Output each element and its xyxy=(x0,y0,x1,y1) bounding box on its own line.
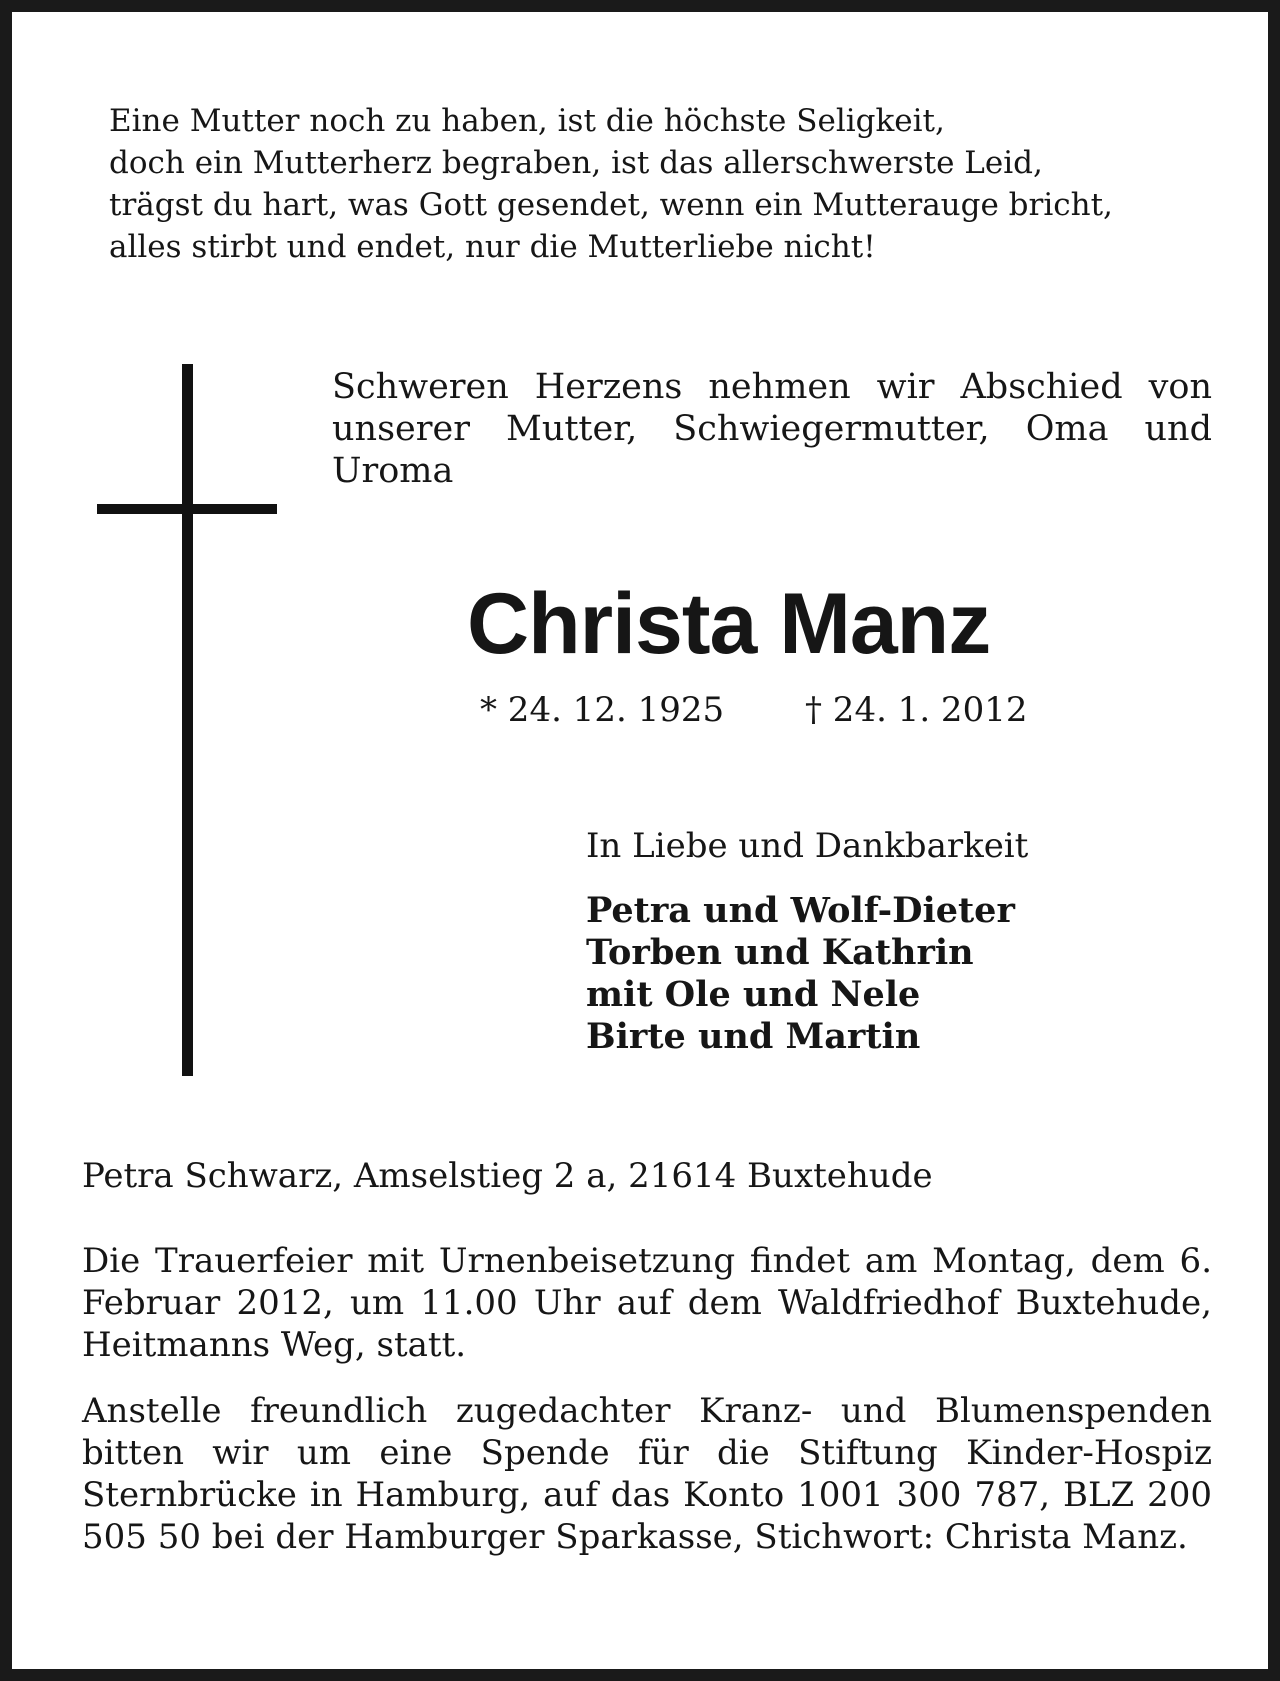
memorial-poem xyxy=(109,100,1113,268)
cross-icon xyxy=(182,364,193,1076)
mourners-heading: In Liebe und Dankbarkeit xyxy=(586,826,1029,866)
poem-line: trägst du hart, was Gott gesendet, wenn ein Mutterauge bricht, xyxy=(109,187,1113,223)
mourner-name: Birte und Martin xyxy=(586,1016,921,1057)
cross-icon-bar xyxy=(97,504,277,514)
ceremony-info: Die Trauerfeier mit Urnenbeisetzung findet am Montag, dem 6. Februar 2012, um 11.00 Uhr auf dem Waldfriedhof Buxtehude, Heitmanns Weg, statt. xyxy=(82,1241,1212,1365)
poem-line: doch ein Mutterherz begraben, ist das allerschwerste Leid, xyxy=(109,145,1043,181)
contact-address: Petra Schwarz, Amselstieg 2 a, 21614 Buxtehude xyxy=(82,1156,933,1196)
birth-date: * 24. 12. 1925 xyxy=(480,690,725,730)
poem-line: alles stirbt und endet, nur die Mutterliebe nicht! xyxy=(109,229,876,265)
donation-request: Anstelle freundlich zugedachter Kranz- und Blumenspenden bitten wir um eine Spende für die Stiftung Kinder-Hospiz Sternbrücke in Hamburg, auf das Konto 1001 300 787, BLZ 200 505 50 bei der Hamburger Sparkasse, Stichwort: Christa Manz. xyxy=(82,1391,1212,1557)
mourner-name: mit Ole und Nele xyxy=(586,974,921,1015)
deceased-name: Christa Manz xyxy=(467,576,991,672)
mourner-name: Petra und Wolf-Dieter xyxy=(586,890,1015,931)
mourners-list xyxy=(586,890,1015,1058)
life-dates xyxy=(480,688,1027,732)
farewell-intro: Schweren Herzens nehmen wir Abschied von unserer Mutter, Schwiegermutter, Oma und Uroma xyxy=(332,367,1212,491)
mourner-name: Torben und Kathrin xyxy=(586,932,974,973)
poem-line: Eine Mutter noch zu haben, ist die höchste Seligkeit, xyxy=(109,103,945,139)
death-date: † 24. 1. 2012 xyxy=(805,690,1028,730)
